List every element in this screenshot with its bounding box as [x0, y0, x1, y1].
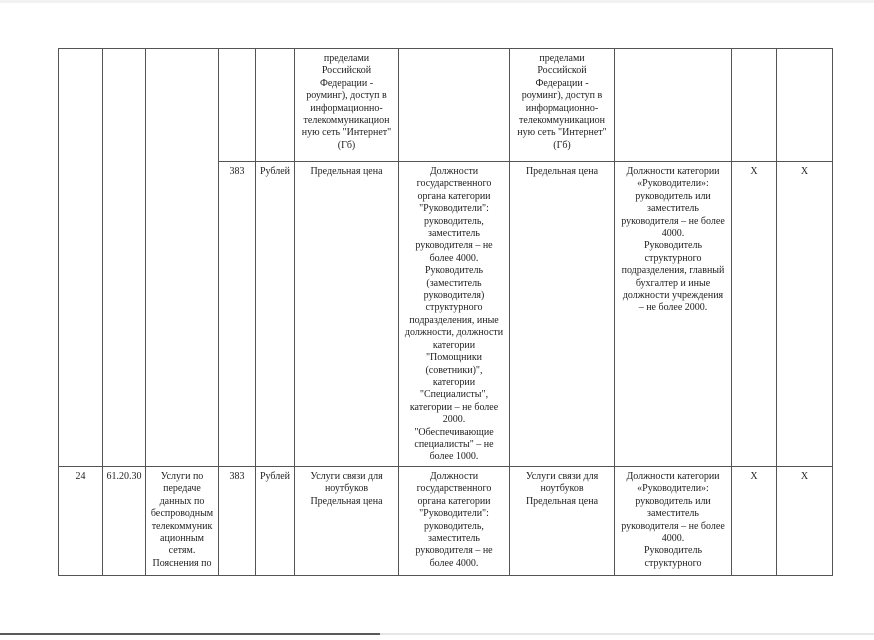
- function-cell: Х: [777, 162, 833, 467]
- row-number-cell: [59, 49, 103, 467]
- item-name-cell: Услуги по передаче данных по беспроводным телекоммуник ационным сетям. Пояснения по: [146, 467, 219, 576]
- justification-cell: Х: [732, 162, 777, 467]
- value-cell: Должности государственного органа категории "Руководители": руководитель, заместитель руководителя – не более 4000. Руководитель (заместитель руководителя) структурного подразделения, иные должности, должности категории "Помощники (советники)", категории "Специалисты", категории – не более 2000. "Обеспечивающие специалисты" – не более 1000.: [399, 162, 510, 467]
- characteristic-cell: Предельная цена: [295, 162, 399, 467]
- value-approved-cell: Должности категории «Руководители»: руководитель или заместитель руководителя – не более 4000. Руководитель структурного: [615, 467, 732, 576]
- unit-name-cell: Рублей: [256, 162, 295, 467]
- justification-cell: [732, 49, 777, 162]
- characteristic-cell: пределами Российской Федерации - роуминг), доступ в информационно- телекоммуникацион ную сеть "Интернет" (Гб): [295, 49, 399, 162]
- row-number-cell: 24: [59, 467, 103, 576]
- okpd-code-cell: 61.20.30: [103, 467, 146, 576]
- characteristic-approved-cell: пределами Российской Федерации - роуминг), доступ в информационно- телекоммуникацион ную сеть "Интернет" (Гб): [510, 49, 615, 162]
- unit-name-cell: Рублей: [256, 467, 295, 576]
- characteristic-cell: Услуги связи для ноутбуков Предельная цена: [295, 467, 399, 576]
- value-approved-cell: Должности категории «Руководители»: руководитель или заместитель руководителя – не более 4000. Руководитель структурного подразделения, главный бухгалтер и иные должности учреждения – не более 2000.: [615, 162, 732, 467]
- price-norms-table: [58, 48, 833, 576]
- justification-cell: Х: [732, 467, 777, 576]
- page-top-edge: [0, 0, 874, 3]
- function-cell: Х: [777, 467, 833, 576]
- unit-name-cell: [256, 49, 295, 162]
- characteristic-approved-cell: Предельная цена: [510, 162, 615, 467]
- table-row: [59, 467, 833, 576]
- value-cell: [399, 49, 510, 162]
- unit-code-cell: 383: [219, 467, 256, 576]
- item-name-cell: [146, 49, 219, 467]
- characteristic-approved-cell: Услуги связи для ноутбуков Предельная цена: [510, 467, 615, 576]
- value-cell: Должности государственного органа категории "Руководители": руководитель, заместитель руководителя – не более 4000.: [399, 467, 510, 576]
- okpd-code-cell: [103, 49, 146, 467]
- unit-code-cell: [219, 49, 256, 162]
- value-approved-cell: [615, 49, 732, 162]
- unit-code-cell: 383: [219, 162, 256, 467]
- table-row: [59, 49, 833, 162]
- function-cell: [777, 49, 833, 162]
- scan-edge-shadow: [0, 633, 380, 635]
- page-bottom-edge: [0, 633, 874, 635]
